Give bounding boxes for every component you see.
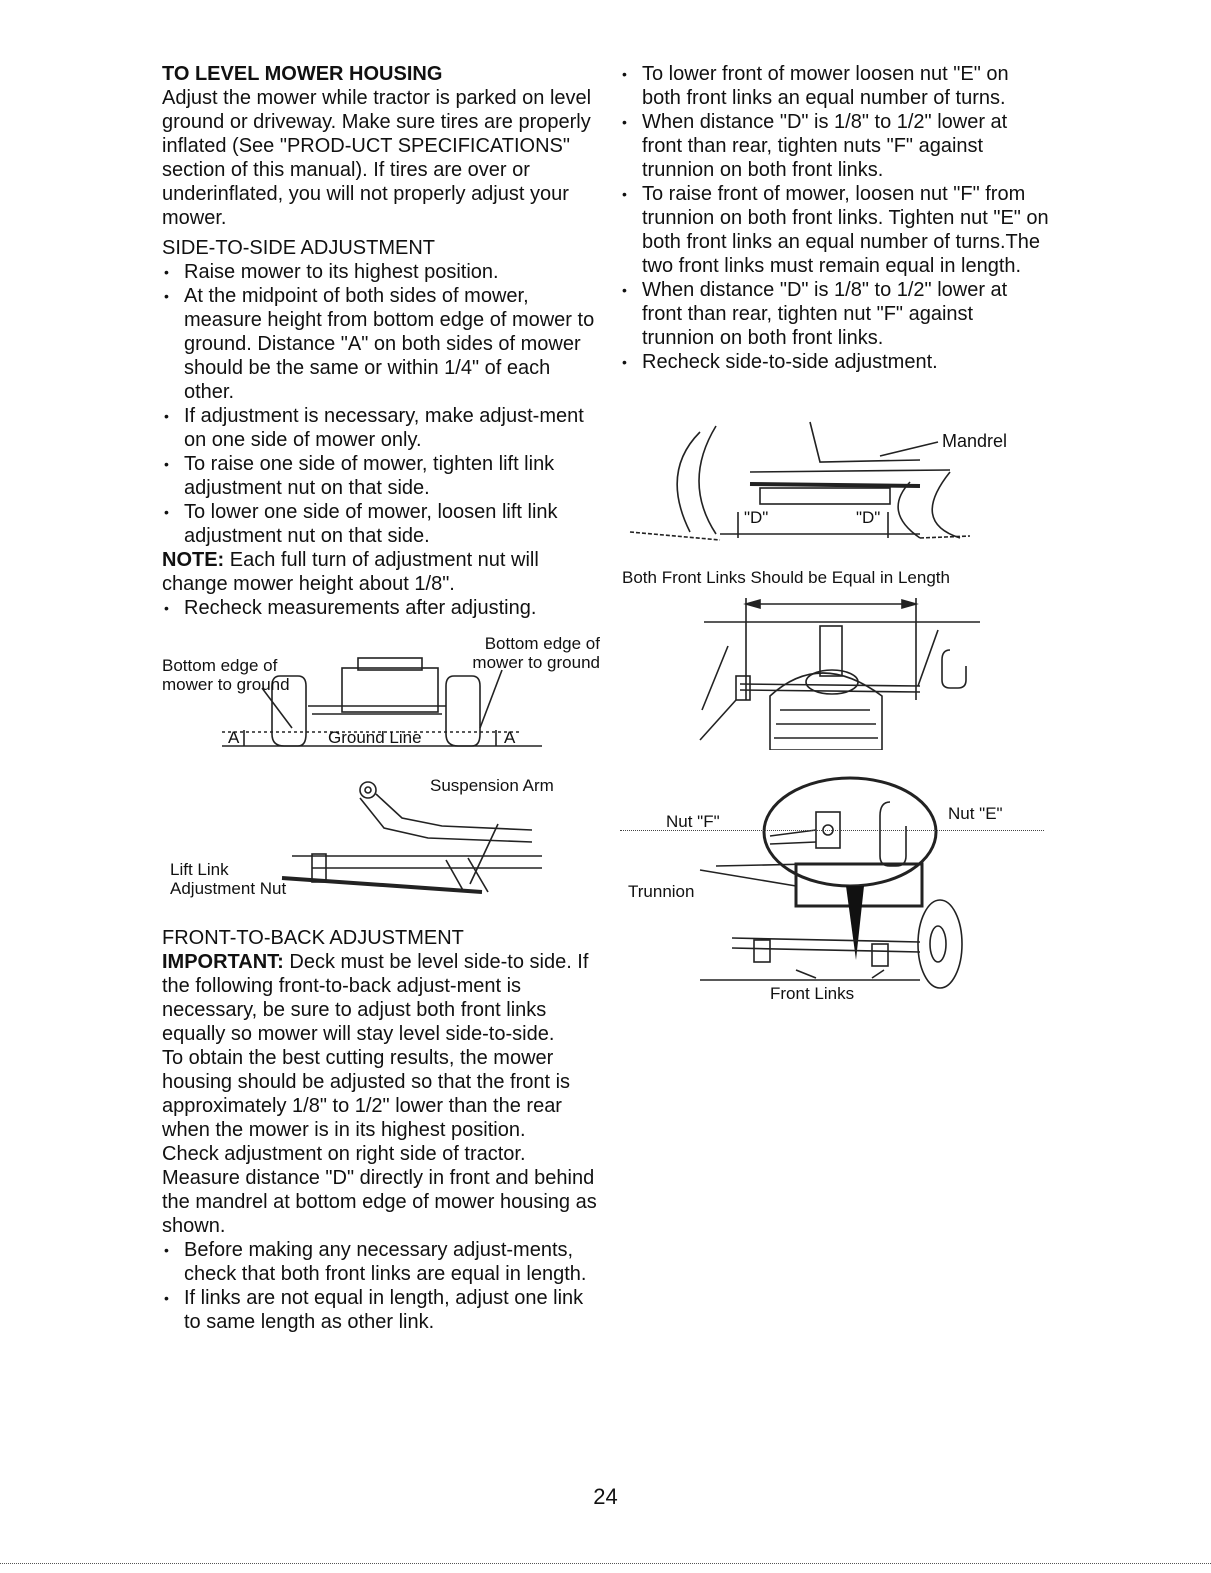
- list-item: • When distance "D" is 1/8" to 1/2" lower at front than rear, tighten nuts "F" against trunnion on both front links.: [620, 110, 1050, 182]
- nut-e-label: Nut "E": [948, 804, 1003, 823]
- figure-mandrel: [620, 412, 1050, 562]
- list-item: • If adjustment is necessary, make adjust-ment on one side of mower only.: [162, 404, 602, 452]
- side-to-side-list: [162, 260, 602, 548]
- front-links-label: Front Links: [770, 984, 855, 1003]
- list-item: • To raise front of mower, loosen nut "F" from trunnion on both front links. Tighten nut "E" on both front links an equal number of turns.The two front links must remain equal in length.: [620, 182, 1050, 278]
- figure-link-length: [620, 590, 1050, 750]
- list-item: • To lower front of mower loosen nut "E" on both front links an equal number of turns.: [620, 62, 1050, 110]
- lift-link-label: Lift Link Adjustment Nut: [170, 860, 287, 898]
- figure-front-links: [620, 774, 1050, 1004]
- intro-paragraph: Adjust the mower while tractor is parked on level ground or driveway. Make sure tires are properly inflated (See "PROD-UCT SPECIFICATIONS" section of this manual). If tires are over or underinflated, you will not properly adjust your mower.: [162, 87, 592, 229]
- suspension-arm-label: Suspension Arm: [430, 776, 554, 795]
- a-left-label: A: [228, 728, 240, 747]
- list-item: • Before making any necessary adjust-ments, check that both front links are equal in length.: [162, 1238, 602, 1286]
- ground-line-label: Ground Line: [328, 728, 422, 747]
- a-right-label: A: [504, 728, 516, 747]
- figure-side-to-side: [162, 628, 602, 768]
- list-item: • To lower one side of mower, loosen lift link adjustment nut on that side.: [162, 500, 602, 548]
- list-item: • Raise mower to its highest position.: [162, 260, 602, 284]
- list-item: • If links are not equal in length, adjust one link to same length as other link.: [162, 1286, 602, 1334]
- bottom-divider: [0, 1563, 1211, 1564]
- list-item: • When distance "D" is 1/8" to 1/2" lower at front than rear, tighten nut "F" against trunnion on both front links.: [620, 278, 1050, 350]
- right-list: [620, 62, 1050, 374]
- page-number: 24: [593, 1484, 618, 1509]
- divider-line: [620, 830, 1044, 831]
- right-column: [620, 62, 1050, 1004]
- note-paragraph: [162, 548, 602, 596]
- level-mower-heading: TO LEVEL MOWER HOUSING: [162, 63, 443, 85]
- figure-suspension-arm: [162, 776, 602, 916]
- list-item: • Recheck side-to-side adjustment.: [620, 350, 1050, 374]
- side-to-side-heading: SIDE-TO-SIDE ADJUSTMENT: [162, 237, 435, 259]
- important-label: IMPORTANT:: [162, 951, 284, 973]
- bottom-edge-left-label: Bottom edge of mower to ground: [162, 656, 290, 694]
- trunnion-label: Trunnion: [628, 882, 695, 901]
- d-left-label: "D": [744, 508, 769, 527]
- list-item: • Recheck measurements after adjusting.: [162, 596, 602, 620]
- front-to-back-heading: FRONT-TO-BACK ADJUSTMENT: [162, 927, 464, 949]
- nut-f-label: Nut "F": [666, 812, 720, 831]
- bottom-edge-right-label: Bottom edge of mower to ground: [472, 634, 600, 672]
- best-results-paragraph: To obtain the best cutting results, the mower housing should be adjusted so that the front is approximately 1/8" to 1/2" lower than the rear when the mower is in its highest position.: [162, 1047, 571, 1141]
- important-text: Deck must be level side-to side. If the following front-to-back adjust-ment is necessary, be sure to adjust both front links equally so mower will stay level side-to-side.: [162, 951, 589, 1045]
- recheck-list: [162, 596, 602, 620]
- front-to-back-list: [162, 1238, 602, 1334]
- note-label: NOTE:: [162, 549, 225, 571]
- mandrel-caption: Both Front Links Should be Equal in Length: [622, 568, 950, 587]
- link-length-diagram: [620, 590, 1050, 750]
- check-paragraph: Check adjustment on right side of tractor. Measure distance "D" directly in front and behind the mandrel at bottom edge of mower housing as shown.: [162, 1143, 597, 1237]
- left-column: [162, 62, 602, 1334]
- d-right-label: "D": [856, 508, 881, 527]
- mandrel-label: Mandrel: [942, 431, 1008, 451]
- note-text: Each full turn of adjustment nut will change mower height about 1/8".: [162, 549, 539, 595]
- important-paragraph: [162, 950, 602, 1046]
- list-item: • At the midpoint of both sides of mower, measure height from bottom edge of mower to ground. Distance "A" on both sides of mower should be the same or within 1/4" of each other.: [162, 284, 602, 404]
- list-item: • To raise one side of mower, tighten lift link adjustment nut on that side.: [162, 452, 602, 500]
